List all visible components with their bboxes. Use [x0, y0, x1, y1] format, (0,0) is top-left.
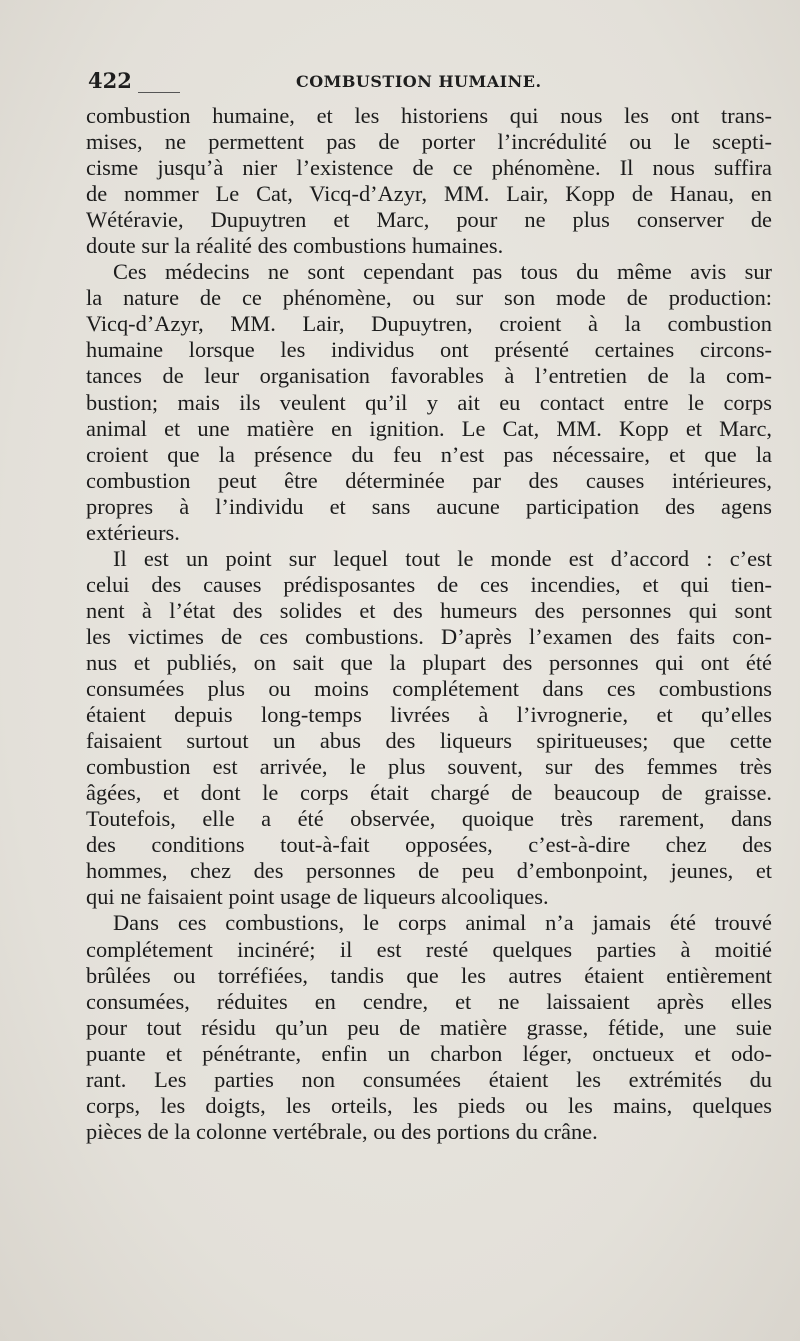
text-line: doute sur la réalité des combustions humaines.	[86, 233, 504, 259]
paragraph-start-line: Ces médecins ne sont cependant pas tous du même avis sur	[113, 259, 772, 285]
text-line: pièces de la colonne vertébrale, ou des portions du crâne.	[86, 1118, 598, 1144]
page-header	[88, 68, 778, 98]
text-line: celui des causes prédisposantes de ces incendies, et qui tien-	[86, 571, 772, 597]
text-line: humaine lorsque les individus ont présenté certaines circons-	[86, 337, 772, 363]
text-line: extérieurs.	[86, 519, 180, 545]
paragraph-start-line: Il est un point sur lequel tout le monde est d’accord : c’est	[113, 545, 772, 571]
text-line: animal et une matière en ignition. Le Cat, MM. Kopp et Marc,	[86, 415, 772, 441]
text-line: corps, les doigts, les orteils, les pieds ou les mains, quelques	[86, 1092, 772, 1118]
text-line: étaient depuis long-temps livrées à l’ivrognerie, et qu’elles	[86, 702, 772, 728]
paragraph-start-line: Dans ces combustions, le corps animal n’a jamais été trouvé	[113, 910, 772, 936]
text-line: mises, ne permettent pas de porter l’incrédulité ou le scepti-	[86, 129, 772, 155]
text-line: Wétéravie, Dupuytren et Marc, pour ne plus conserver de	[86, 207, 772, 233]
text-line: combustion humaine, et les historiens qui nous les ont trans-	[86, 103, 772, 128]
text-line: combustion peut être déterminée par des causes intérieures,	[86, 467, 772, 493]
text-line: combustion est arrivée, le plus souvent, sur des femmes très	[86, 754, 772, 780]
page-number: 422	[88, 68, 132, 93]
text-line: la nature de ce phénomène, ou sur son mode de production:	[86, 285, 772, 311]
text-line: nent à l’état des solides et des humeurs des personnes qui sont	[86, 597, 772, 623]
text-line: hommes, chez des personnes de peu d’embonpoint, jeunes, et	[86, 858, 772, 884]
text-line: les victimes de ces combustions. D’après l’examen des faits con-	[86, 623, 772, 649]
text-line: Vicq-d’Azyr, MM. Lair, Dupuytren, croient à la combustion	[86, 311, 772, 337]
text-line: complétement incinéré; il est resté quelques parties à moitié	[86, 936, 772, 962]
text-line: brûlées ou torréfiées, tandis que les autres étaient entièrement	[86, 962, 772, 988]
text-line: faisaient surtout un abus des liqueurs spiritueuses; que cette	[86, 728, 772, 754]
text-line: cisme jusqu’à nier l’existence de ce phénomène. Il nous suffira	[86, 155, 772, 181]
text-line: propres à l’individu et sans aucune participation des agens	[86, 493, 772, 519]
text-line: âgées, et dont le corps était chargé de beaucoup de graisse.	[86, 780, 772, 806]
text-line: de nommer Le Cat, Vicq-d’Azyr, MM. Lair, Kopp de Hanau, en	[86, 181, 772, 207]
text-line: consumées, réduites en cendre, et ne laissaient après elles	[86, 988, 772, 1014]
body-text	[86, 103, 772, 1145]
text-line: croient que la présence du feu n’est pas nécessaire, et que la	[86, 441, 772, 467]
text-line: qui ne faisaient point usage de liqueurs alcooliques.	[86, 884, 549, 910]
text-line: nus et publiés, on sait que la plupart des personnes qui ont été	[86, 649, 772, 675]
header-rule	[138, 92, 180, 93]
text-line: rant. Les parties non consumées étaient les extrémités du	[86, 1066, 772, 1092]
text-line: consumées plus ou moins complétement dans ces combustions	[86, 676, 772, 702]
running-title: COMBUSTION HUMAINE.	[296, 72, 542, 91]
text-line: pour tout résidu qu’un peu de matière grasse, fétide, une suie	[86, 1014, 772, 1040]
text-line: tances de leur organisation favorables à l’entretien de la com-	[86, 363, 772, 389]
text-line: bustion; mais ils veulent qu’il y ait eu contact entre le corps	[86, 389, 772, 415]
text-line: Toutefois, elle a été observée, quoique très rarement, dans	[86, 806, 772, 832]
text-line: des conditions tout-à-fait opposées, c’est-à-dire chez des	[86, 832, 772, 858]
text-line: puante et pénétrante, enfin un charbon léger, onctueux et odo-	[86, 1040, 772, 1066]
